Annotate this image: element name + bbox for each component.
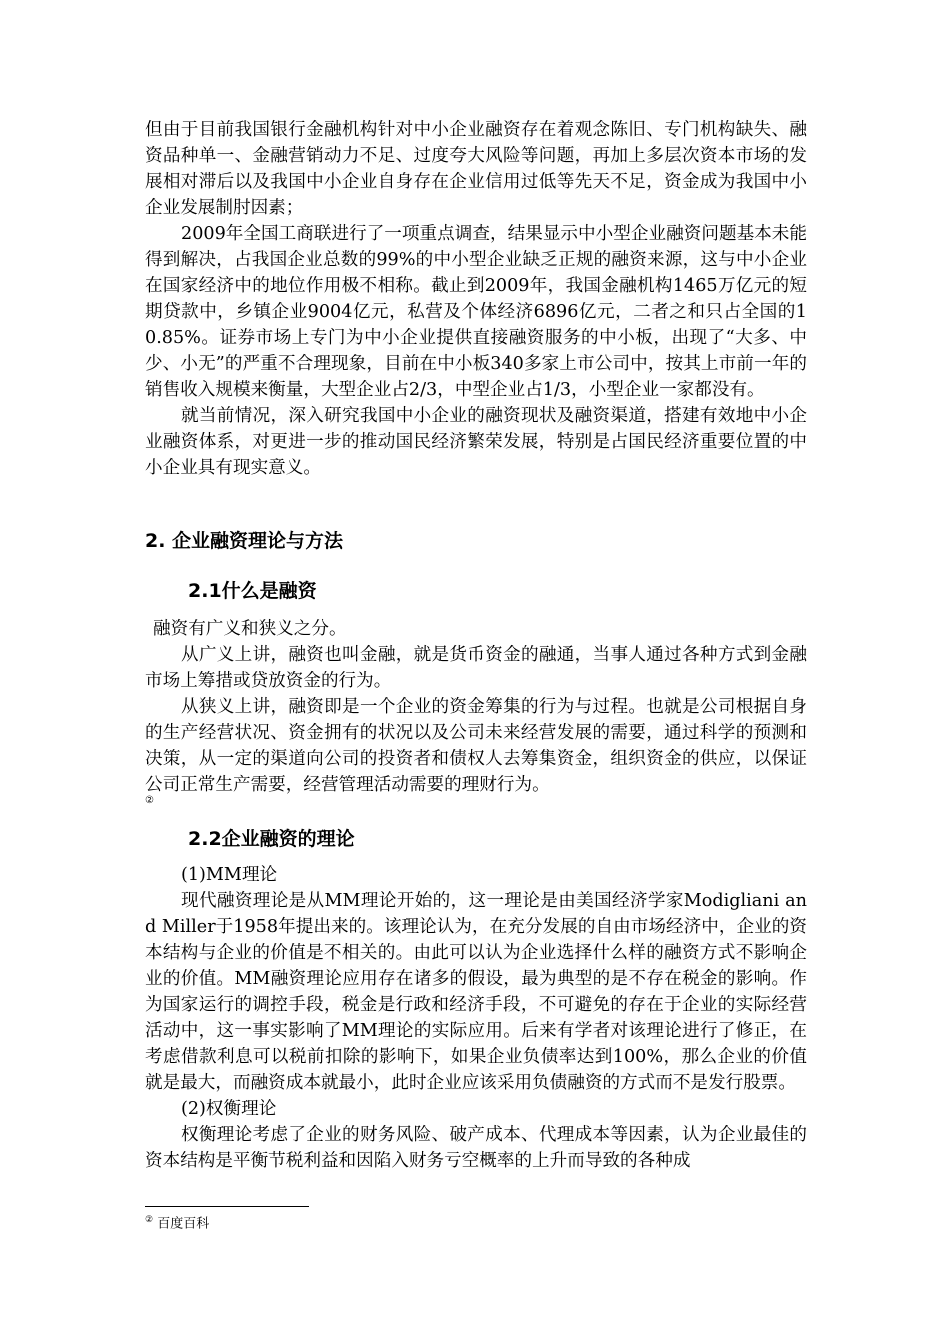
paragraph-mm-theory: 现代融资理论是从MM理论开始的，这一理论是由美国经济学家Modigliani and Miller于1958年提出来的。该理论认为，在充分发展的自由市场经济中，企业的资本结构与企业的价值是不相关的。由此可以认为企业选择什么样的融资方式不影响企业的价值。MM融资理论应用存在诸多的假设，最为典型的是不存在税金的影响。作为国家运行的调控手段，税金是行政和经济手段，不可避免的存在于企业的实际经营活动中，这一事实影响了MM理论的实际应用。后来有学者对该理论进行了修正，在考虑借款利息可以税前扣除的影响下，如果企业负债率达到100%，那么企业的价值就是最大，而融资成本就最小，此时企业应该采用负债融资的方式而不是发行股票。 [145, 891, 807, 1093]
footnote-text: 百度百科 [157, 1216, 210, 1232]
intro-text [145, 117, 807, 481]
mm-theory-label: (1)MM理论 [181, 865, 278, 885]
footnote-reference: ② [145, 795, 154, 806]
paragraph-2009-survey: 2009年全国工商联进行了一项重点调查，结果显示中小型企业融资问题基本未能得到解决，占我国企业总数的99%的中小型企业缺乏正规的融资来源，这与中小企业在国家经济中的地位作用极不相称。截止到2009年，我国金融机构1465万亿元的短期贷款中，乡镇企业9004亿元，私营及个体经济6896亿元，二者之和只占全国的10.85%。证券市场上专门为中小企业提供直接融资服务的中小板，出现了“大多、中少、小无”的严重不合理现象，目前在中小板340多家上市公司中，按其上市前一年的销售收入规模来衡量，大型企业占2/3，中型企业占1/3，小型企业一家都没有。 [145, 224, 807, 400]
paragraph-tradeoff-theory: 权衡理论考虑了企业的财务风险、破产成本、代理成本等因素，认为企业最佳的资本结构是平衡节税利益和因陷入财务亏空概率的上升而导致的各种成 [145, 1125, 807, 1171]
paragraph-narrow-sense: 从狭义上讲，融资即是一个企业的资金筹集的行为与过程。也就是公司根据自身的生产经营状况、资金拥有的状况以及公司未来经营发展的需要，通过科学的预测和决策，从一定的渠道向公司的投资者和债权人去筹集资金，组织资金的供应，以保证公司正常生产需要，经营管理活动需要的理财行为。 [145, 697, 807, 795]
footnote-divider [145, 1206, 309, 1207]
tradeoff-theory-label: (2)权衡理论 [181, 1099, 277, 1119]
footnote-mark: ② [145, 1215, 154, 1225]
section-2-2-heading: 2.2企业融资的理论 [188, 828, 355, 850]
paragraph-broad-sense: 从广义上讲，融资也叫金融，就是货币资金的融通，当事人通过各种方式到金融市场上筹措或贷放资金的行为。 [145, 645, 807, 691]
section-2-1-heading: 2.1什么是融资 [188, 580, 317, 602]
section-2-1-body [145, 616, 807, 808]
section-2-2-body [145, 862, 807, 1174]
paragraph-funding-barriers: 但由于目前我国银行金融机构针对中小企业融资存在着观念陈旧、专门机构缺失、融资品种单一、金融营销动力不足、过度夸大风险等问题，再加上多层次资本市场的发展相对滞后以及我国中小企业自身存在企业信用过低等先天不足，资金成为我国中小企业发展制肘因素； [145, 120, 807, 218]
footnote [145, 1211, 209, 1233]
section-2-heading: 2. 企业融资理论与方法 [145, 530, 344, 552]
paragraph-financing-definition: 融资有广义和狭义之分。 [153, 619, 347, 639]
paragraph-significance: 就当前情况，深入研究我国中小企业的融资现状及融资渠道，搭建有效地中小企业融资体系，对更进一步的推动国民经济繁荣发展，特别是占国民经济重要位置的中小企业具有现实意义。 [145, 406, 807, 478]
